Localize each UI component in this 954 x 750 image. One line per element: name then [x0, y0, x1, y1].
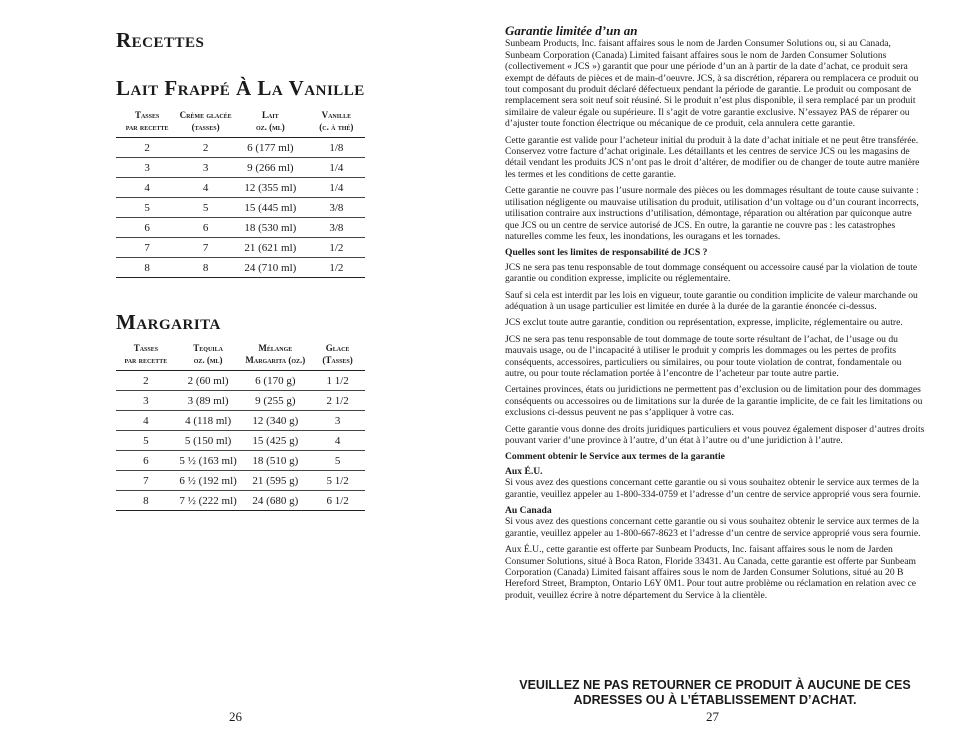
vanilla-milkshake-title: Lait Frappé À La Vanille: [116, 76, 365, 100]
paragraph: Certaines provinces, états ou juridictions ne permettent pas d’exclusion ou de limitation pour des dommages conséquents ou accessoires ou de limitations sur la durée de la garantie implicite, de ce fait les limitations ou exclusions ci-dessus peuvent ne pas s’appliquer à votre cas.: [505, 384, 923, 419]
column-header: Mélange Margarita (oz.): [240, 342, 310, 371]
table-row: 3 3 (89 ml) 9 (255 g) 2 1/2: [116, 391, 365, 411]
page-number: 27: [706, 709, 719, 724]
table-row: 8 7 ½ (222 ml) 24 (680 g) 6 1/2: [116, 491, 365, 511]
table-row: 5 5 (150 ml) 15 (425 g) 4: [116, 431, 365, 451]
paragraph: Si vous avez des questions concernant cette garantie ou si vous souhaitez obtenir le service aux termes de la garantie, veuillez appeler au 1-800-334-0759 et l’adresse d’un centre de service approprié vous sera fournie.: [505, 477, 921, 500]
paragraph: JCS ne sera pas tenu responsable de tout dommage conséquent ou accessoire causé par la violation de toute garantie ou condition expresse, implicite ou réglementaire.: [505, 261, 918, 285]
paragraph: Aux É.U., cette garantie est offerte par Sunbeam Products, Inc. faisant affaires sous le nom de Jarden Consumer Solutions, situé à Boca Raton, Floride 33431. Au Canada, cette garantie est offerte par Sunbeam Corporation (Canada) Limited faisant affaires sous le nom de Jarden Consumer Solutions, situé au 20 B Hereford Street, Brampton, Ontario L6Y 0M1. Pour tout autre problème ou réclamation en relation avec ce produit, veuillez écrire à notre département du Service à la clientèle.: [505, 544, 916, 601]
right-page: [477, 0, 954, 750]
table-row: 2 2 (60 ml) 6 (170 g) 1 1/2: [116, 371, 365, 391]
page-number: 26: [229, 709, 242, 724]
table-header-row: [116, 342, 365, 371]
vanilla-milkshake-table: [116, 109, 365, 278]
table-row: 7 6 ½ (192 ml) 21 (595 g) 5 1/2: [116, 471, 365, 491]
paragraph: Cette garantie vous donne des droits juridiques particuliers et vous pouvez également disposer d’autres droits pouvant varier d’une province à l’autre, d’un état à l’autre ou d’une juridiction à l’autre.: [505, 423, 925, 446]
column-header: Crème glacée (tasses): [178, 109, 233, 138]
warranty-heading: Garantie limitée d’un an: [505, 23, 638, 38]
recipes-title: Recettes: [116, 28, 205, 52]
return-warning: VEUILLEZ NE PAS RETOURNER CE PRODUIT À AUCUNE DE CES ADRESSES OU À L’ÉTABLISSEMENT D’ACHAT.: [519, 678, 911, 707]
margarita-title: Margarita: [116, 310, 221, 334]
table-row: 5 5 15 (445 ml) 3/8: [116, 198, 365, 218]
table-row: 6 6 18 (530 ml) 3/8: [116, 218, 365, 238]
paragraph: JCS exclut toute autre garantie, condition ou représentation, expresse, implicite, réglementaire ou autre.: [505, 317, 903, 329]
paragraph: Cette garantie ne couvre pas l’usure normale des pièces ou les dommages résultant de toute cause suivante : utilisation négligente ou mauvaise utilisation du produit, utilisation d’un voltage ou d’un courant incorrects, utilisation contraire aux instructions d’utilisation, démontage, réparation ou altération par quiconque autre que JCS ou un centre de service autorisé de JCS. En outre, la garantie ne couvre pas : les catastrophes naturelles comme les feux, les inondations, les ouragans et les tornades.: [505, 185, 919, 242]
paragraph: Si vous avez des questions concernant cette garantie ou si vous souhaitez obtenir le service aux termes de la garantie, veuillez appeler au 1-800-667-8623 et l’adresse d’un centre de service approprié vous sera fournie.: [505, 516, 921, 539]
table-header-row: [116, 109, 365, 138]
paragraph: Cette garantie est valide pour l’acheteur initial du produit à la date d’achat initiale et ne peut être transférée. Conservez votre facture d’achat originale. Les détaillants et les centres de service JCS ou les magasins de détail vendant les produits JCS n’ont pas le droit d’altérer, de modifier ou de changer de toute autre manière les termes et les conditions de cette garantie.: [505, 134, 920, 180]
column-header: Tasses par recette: [116, 342, 176, 371]
column-header: Tequila oz. (ml): [176, 342, 241, 371]
table-row: 7 7 21 (621 ml) 1/2: [116, 238, 365, 258]
table-row: 3 3 9 (266 ml) 1/4: [116, 158, 365, 178]
paragraph: Sunbeam Products, Inc. faisant affaires sous le nom de Jarden Consumer Solutions ou, si au Canada, Sunbeam Corporation (Canada) Limited faisant affaires sous le nom de Jarden Consumer Solutions (collectivement « JCS ») garantit que pour une période d’un an à partir de la date d’achat, ce produit sera exempt de défauts de pièces et de main-d’oeuvre. JCS, à sa discrétion, réparera ou remplacera ce produit ou tout composant du produit déclaré défectueux pendant la période de garantie. Le produit ou composant de remplacement sera soit neuf soit réusiné. Si le produit n’est plus disponible, il sera remplacé par un produit similaire de valeur égale ou supérieure. Il s’agit de votre garantie exclusive. N’essayez PAS de réparer ou d’ajuster toute fonction électrique ou mécanique de ce produit, cela annulera cette garantie.: [505, 38, 919, 130]
table-row: 8 8 24 (710 ml) 1/2: [116, 258, 365, 278]
margarita-table: [116, 342, 365, 511]
table-row: 4 4 (118 ml) 12 (340 g) 3: [116, 411, 365, 431]
paragraph: JCS ne sera pas tenu responsable de tout dommage de toute sorte résultant de l’achat, de l’usage ou du mauvais usage, ou de l’incapacité à utiliser le produit y compris les dommages ou les pertes de profits conséquents, accessoires, particuliers ou similaires, ou pour toute violation de contrat, fondamentale ou autre, ou pour toute réclamation portée à l’encontre de l’acheteur par toute autre partie.: [505, 333, 902, 379]
column-header: Tasses par recette: [116, 109, 178, 138]
column-header: Vanille (c. à thé): [308, 109, 365, 138]
column-header: Lait oz. (ml): [233, 109, 308, 138]
table-row: 6 5 ½ (163 ml) 18 (510 g) 5: [116, 451, 365, 471]
subheading: Au Canada: [505, 505, 552, 517]
subheading: Quelles sont les limites de responsabilité de JCS ?: [505, 247, 708, 259]
column-header: Glace (Tasses): [310, 342, 365, 371]
table-row: 2 2 6 (177 ml) 1/8: [116, 138, 365, 158]
subheading: Aux É.U.: [505, 465, 543, 477]
table-row: 4 4 12 (355 ml) 1/4: [116, 178, 365, 198]
paragraph: Sauf si cela est interdit par les lois en vigueur, toute garantie ou condition implicite de valeur marchande ou adéquation à un usage particulier est limitée en durée à la durée de la garantie énoncée ci-dessus.: [505, 289, 918, 312]
subheading: Comment obtenir le Service aux termes de la garantie: [505, 451, 725, 463]
warranty-text: [505, 25, 925, 606]
